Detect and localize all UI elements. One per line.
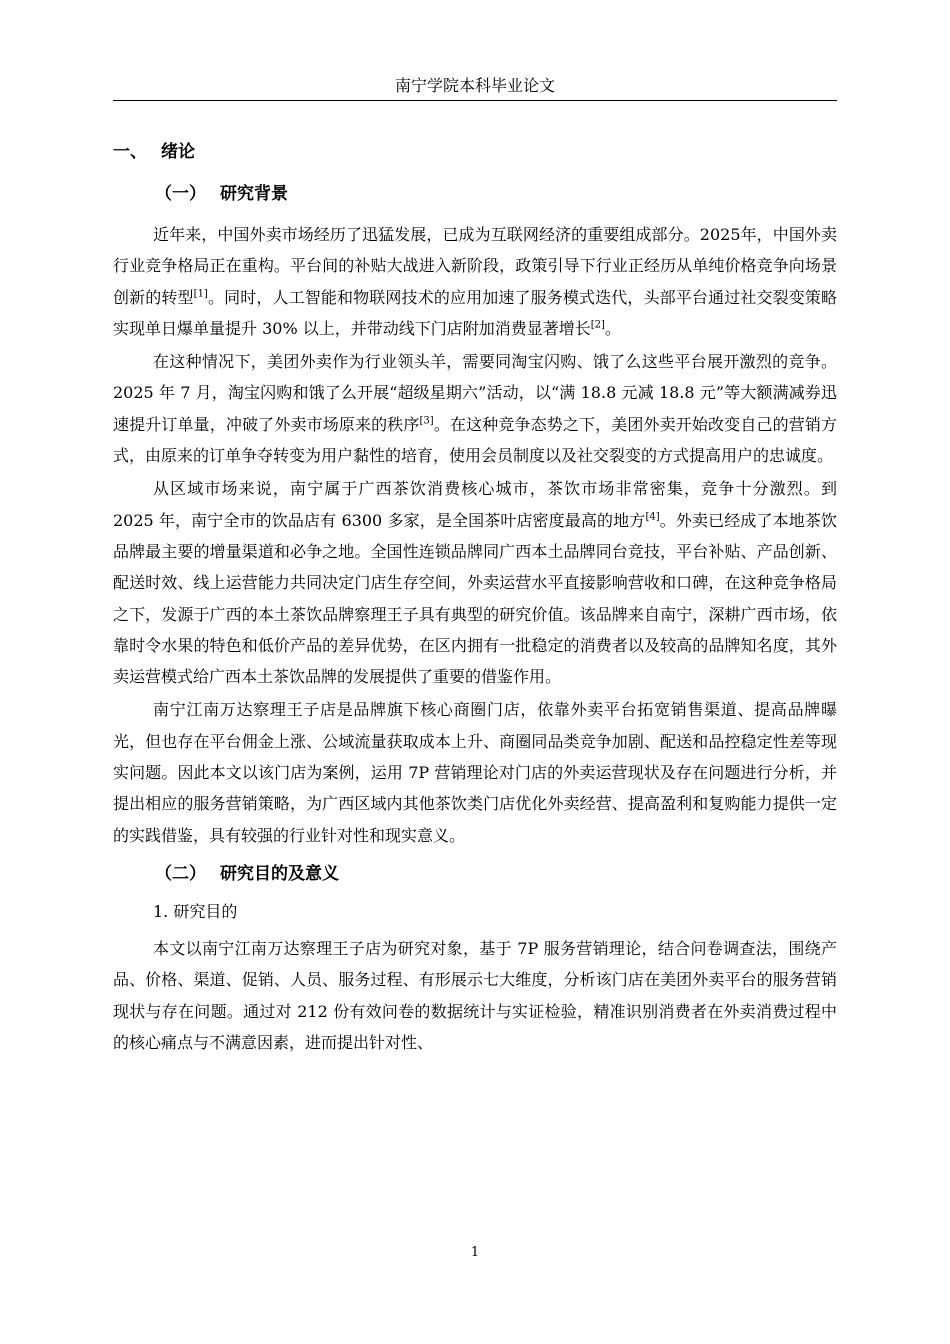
subsection-title: 研究目的及意义 — [220, 863, 339, 884]
page-number: 1 — [470, 1245, 480, 1260]
paragraph-text: 。在这种竞争态势之下，美团外卖开始改变自己的营销方式，由原来的订单争夺转变为用户黏性的培育，使用会员制度以及社交裂变的方式提高用户的忠诚度。 — [113, 414, 837, 466]
paragraph-text: 近年来，中国外卖市场经历了迅猛发展，已成为互联网经济的重要组成部分。2025年，中国外卖行业竞争格局正在重构。平台间的补贴大战进入新阶段，政策引导下行业正经历从单纯价格竞争向场景创新的转型 — [113, 225, 837, 307]
section-heading-1 — [113, 133, 837, 171]
citation-2: [2] — [590, 319, 605, 331]
section-title: 绪论 — [161, 142, 195, 162]
paragraph-text: 在这种情况下，美团外卖作为行业领头羊，需要同淘宝闪购、饿了么这些平台展开激烈的竞争。2025 年 7 月，淘宝闪购和饿了么开展“超级星期六”活动，以“满 18.8 元减 18.8 元”等大额满减券迅速提升订单量，冲破了外卖市场原来的秩序 — [113, 352, 837, 434]
paragraph-4: 南宁江南万达察理王子店是品牌旗下核心商圈门店，依靠外卖平台拓宽销售渠道、提高品牌曝光，但也存在平台佣金上涨、公域流量获取成本上升、商圈同品类竞争加剧、配送和品控稳定性差等现实问题。因此本文以该门店为案例，运用 7P 营销理论对门店的外卖运营现状及存在问题进行分析，并提出相应的服务营销策略，为广西区域内其他茶饮类门店优化外卖经营、提高盈利和复购能力提供一定的实践借鉴，具有较强的行业针对性和现实意义。 — [113, 700, 837, 845]
subsection-heading-purpose — [113, 855, 837, 893]
paragraph-text: 从区域市场来说，南宁属于广西茶饮消费核心城市，茶饮市场非常密集，竞争十分激烈。到 2025 年，南宁全市的饮品店有 6300 多家，是全国茶叶店密度最高的地方 — [113, 479, 837, 530]
sub-subsection-heading: 1. 研究目的 — [153, 901, 238, 921]
citation-4: [4] — [645, 511, 660, 523]
subsection-number: （二） — [155, 863, 206, 884]
paragraph-3 — [113, 473, 837, 692]
paragraph-2 — [113, 346, 837, 471]
subsection-title: 研究背景 — [220, 184, 288, 204]
running-header: 南宁学院本科毕业论文 — [394, 76, 555, 95]
document-body — [113, 133, 837, 1058]
section-number: 一、 — [113, 142, 147, 162]
citation-1: [1] — [193, 288, 208, 300]
citation-3: [3] — [419, 415, 434, 427]
paragraph-text: 。 — [604, 318, 621, 338]
paragraph-text: 。同时，人工智能和物联网技术的应用加速了服务模式迭代，头部平台通过社交裂变策略实现单日爆单量提升 30% 以上，并带动线下门店附加消费显著增长 — [113, 287, 837, 338]
paragraph-5: 本文以南宁江南万达察理王子店为研究对象，基于 7P 服务营销理论，结合问卷调查法，围绕产品、价格、渠道、促销、人员、服务过程、有形展示七大维度，分析该门店在美团外卖平台的服务营销现状与存在问题。通过对 212 份有效问卷的数据统计与实证检验，精准识别消费者在外卖消费过程中的核心痛点与不满意因素，进而提出针对性、 — [113, 938, 837, 1052]
paragraph-1 — [113, 219, 837, 344]
subsection-number: （一） — [155, 184, 206, 204]
subsection-heading-background — [113, 175, 837, 213]
paragraph-text: 。外卖已经成了本地茶饮品牌最主要的增量渠道和必争之地。全国性连锁品牌同广西本土品牌同台竞技，平台补贴、产品创新、配送时效、线上运营能力共同决定门店生存空间，外卖运营水平直接影响营收和口碑，在这种竞争格局之下，发源于广西的本土茶饮品牌察理王子具有典型的研究价值。该品牌来自南宁，深耕广西市场，依靠时令水果的特色和低价产品的差异优势，在区内拥有一批稳定的消费者以及较高的品牌知名度，其外卖运营模式给广西本土茶饮品牌的发展提供了重要的借鉴作用。 — [113, 510, 837, 687]
header-rule — [113, 100, 837, 101]
